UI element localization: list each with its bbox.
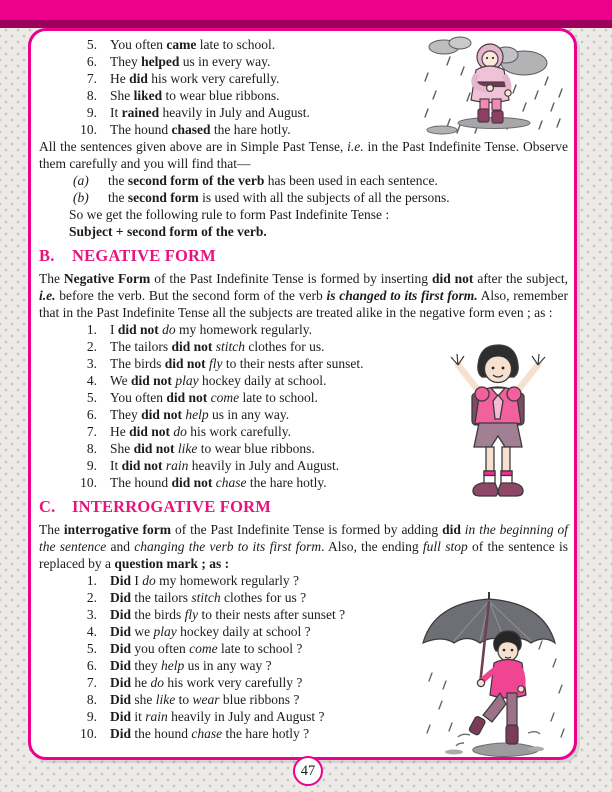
item-number: 1. — [86, 322, 97, 337]
list-item — [39, 372, 439, 389]
item-number: 9. — [86, 458, 97, 473]
item-text: Did it rain heavily in July and August ? — [110, 709, 325, 724]
list-item — [39, 589, 411, 606]
item-number: 7. — [86, 71, 97, 86]
observe-point-b — [39, 189, 568, 206]
section-letter: C. — [39, 497, 56, 516]
point-marker: (a) — [73, 173, 89, 188]
section-b-heading — [39, 246, 568, 266]
list-item — [39, 572, 411, 589]
item-number: 7. — [86, 675, 97, 690]
item-text: It rained heavily in July and August. — [110, 105, 310, 120]
item-number: 5. — [86, 641, 97, 656]
section-title: INTERROGATIVE FORM — [72, 497, 272, 516]
item-text: Did the hound chase the hare hotly ? — [110, 726, 310, 741]
list-item — [39, 104, 439, 121]
item-text: She did not like to wear blue ribbons. — [110, 441, 315, 456]
item-number: 4. — [86, 373, 97, 388]
item-text: You often did not come late to school. — [110, 390, 318, 405]
item-text: They helped us in every way. — [110, 54, 271, 69]
list-item — [39, 53, 439, 70]
child-walking-in-rain-illustration — [420, 33, 568, 137]
item-number: 8. — [86, 441, 97, 456]
boy-with-umbrella-in-rain-illustration — [406, 589, 572, 761]
item-text: The hound chased the hare hotly. — [110, 122, 291, 137]
item-number: 10. — [80, 726, 97, 741]
item-text: She liked to wear blue ribbons. — [110, 88, 280, 103]
item-text: The tailors did not stitch clothes for us. — [110, 339, 325, 354]
list-item — [39, 423, 439, 440]
observe-paragraph: All the sentences given above are in Simple Past Tense, i.e. in the Past Indefinite Tense. Observe them carefully and you will find that— — [39, 139, 568, 171]
section-c-paragraph: The interrogative form of the Past Indefinite Tense is formed by adding did in the beginning of the sentence and changing the verb to its first form. Also, the ending full stop of the sentence is replaced by a question mark ; as : — [39, 522, 568, 571]
point-marker: (b) — [73, 190, 89, 205]
item-text: The hound did not chase the hare hotly. — [110, 475, 327, 490]
item-number: 6. — [86, 54, 97, 69]
item-text: Did she like to wear blue ribbons ? — [110, 692, 300, 707]
top-dark-magenta-strip — [0, 20, 612, 28]
list-item — [39, 474, 439, 491]
item-number: 8. — [86, 88, 97, 103]
item-number: 10. — [80, 475, 97, 490]
item-number: 9. — [86, 709, 97, 724]
section-b-paragraph: The Negative Form of the Past Indefinite Tense is formed by inserting did not after the subject, i.e. before the verb. But the second form of the verb is changed to its first form. Also, remember that in the Past Indefinite Tense all the subjects are treated alike in the negative form even ; as : — [39, 271, 569, 320]
negative-form-list — [39, 321, 439, 491]
item-text: They did not help us in any way. — [110, 407, 290, 422]
item-text: Did the tailors stitch clothes for us ? — [110, 590, 307, 605]
item-number: 3. — [86, 356, 97, 371]
item-text: He did his work very carefully. — [110, 71, 280, 86]
item-number: 5. — [86, 37, 97, 52]
list-item — [39, 640, 411, 657]
list-item — [39, 623, 411, 640]
tense-rule: Subject + second form of the verb. — [69, 224, 267, 239]
item-number: 10. — [80, 122, 97, 137]
rule-intro: So we get the following rule to form Past Indefinite Tense : — [69, 207, 390, 222]
section-title: NEGATIVE FORM — [72, 246, 216, 265]
item-text: Did we play hockey daily at school ? — [110, 624, 311, 639]
item-number: 7. — [86, 424, 97, 439]
item-number: 4. — [86, 624, 97, 639]
boy-with-backpack-arms-raised-illustration — [432, 331, 564, 519]
item-number: 3. — [86, 607, 97, 622]
top-magenta-band — [0, 0, 612, 20]
list-item — [39, 606, 411, 623]
page-number-badge — [293, 756, 323, 786]
list-item — [39, 70, 439, 87]
list-item — [39, 440, 439, 457]
list-item — [39, 691, 411, 708]
point-text: the second form of the verb has been used in each sentence. — [108, 173, 438, 188]
item-number: 1. — [86, 573, 97, 588]
interrogative-form-list — [39, 572, 411, 742]
simple-past-list — [39, 36, 439, 138]
list-item — [39, 725, 411, 742]
list-item — [39, 87, 439, 104]
item-text: You often came late to school. — [110, 37, 276, 52]
item-number: 2. — [86, 339, 97, 354]
item-number: 6. — [86, 407, 97, 422]
list-item — [39, 674, 411, 691]
item-text: He did not do his work carefully. — [110, 424, 291, 439]
list-item — [39, 457, 439, 474]
item-number: 5. — [86, 390, 97, 405]
list-item — [39, 121, 439, 138]
item-text: Did you often come late to school ? — [110, 641, 303, 656]
item-text: Did the birds fly to their nests after sunset ? — [110, 607, 346, 622]
item-number: 2. — [86, 590, 97, 605]
item-number: 8. — [86, 692, 97, 707]
item-number: 9. — [86, 105, 97, 120]
item-text: It did not rain heavily in July and August. — [110, 458, 340, 473]
item-number: 6. — [86, 658, 97, 673]
section-letter: B. — [39, 246, 55, 265]
page-number: 47 — [300, 762, 316, 779]
list-item — [39, 36, 439, 53]
list-item — [39, 708, 411, 725]
item-text: Did he do his work very carefully ? — [110, 675, 303, 690]
list-item — [39, 406, 439, 423]
list-item — [39, 355, 439, 372]
item-text: We did not play hockey daily at school. — [110, 373, 327, 388]
list-item — [39, 657, 411, 674]
item-text: Did they help us in any way ? — [110, 658, 272, 673]
list-item — [39, 389, 439, 406]
list-item — [39, 321, 439, 338]
item-text: Did I do my homework regularly ? — [110, 573, 299, 588]
list-item — [39, 338, 439, 355]
page-content-frame — [28, 28, 577, 760]
item-text: The birds did not fly to their nests after sunset. — [110, 356, 364, 371]
point-text: the second form is used with all the subjects of all the persons. — [108, 190, 450, 205]
item-text: I did not do my homework regularly. — [110, 322, 312, 337]
observe-point-a — [39, 172, 568, 189]
